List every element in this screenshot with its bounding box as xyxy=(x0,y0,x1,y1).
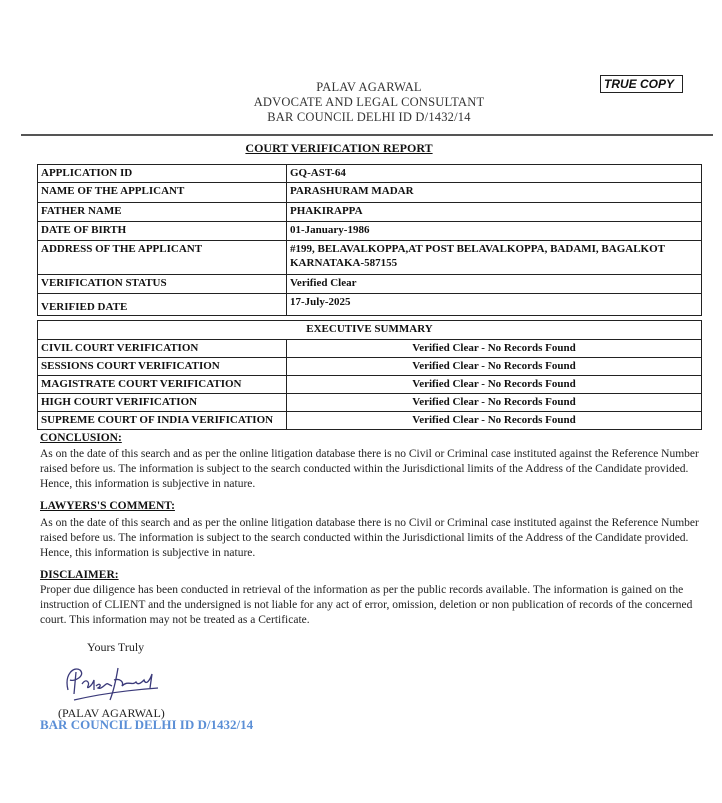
row-label: DATE OF BIRTH xyxy=(38,222,287,241)
row-label: VERIFICATION STATUS xyxy=(38,275,287,294)
signatory-bar-id: BAR COUNCIL DELHI ID D/1432/14 xyxy=(40,717,254,732)
table-row xyxy=(38,376,702,394)
row-value: PARASHURAM MADAR xyxy=(287,183,702,203)
lawyers-comment-text: As on the date of this search and as per the online litigation database there is no Civil or Criminal case instituted against the Reference Number raised before us. The information is subject to the search conducted within the Jurisdictional limits of the Address of the Candidate provided. Hence, this information is subjective in nature. xyxy=(40,517,699,560)
lawyers-comment-heading: LAWYERS'S COMMENT: xyxy=(40,500,175,512)
row-label: FATHER NAME xyxy=(38,203,287,222)
advocate-name: PALAV AGARWAL xyxy=(316,80,422,94)
row-label: APPLICATION ID xyxy=(38,165,287,183)
row-value: Verified Clear - No Records Found xyxy=(287,394,702,412)
row-value: Verified Clear xyxy=(287,275,702,294)
row-value: PHAKIRAPPA xyxy=(287,203,702,222)
row-value: 17-July-2025 xyxy=(287,294,702,316)
row-value: Verified Clear - No Records Found xyxy=(287,376,702,394)
row-label: VERIFIED DATE xyxy=(38,294,287,316)
row-label: SUPREME COURT OF INDIA VERIFICATION xyxy=(38,412,287,430)
row-value: Verified Clear - No Records Found xyxy=(287,412,702,430)
row-label: NAME OF THE APPLICANT xyxy=(38,183,287,203)
table-row xyxy=(38,203,702,222)
row-label: CIVIL COURT VERIFICATION xyxy=(38,340,287,358)
table-row xyxy=(38,412,702,430)
table-row xyxy=(38,275,702,294)
table-row xyxy=(38,294,702,316)
row-label: HIGH COURT VERIFICATION xyxy=(38,394,287,412)
row-value: 01-January-1986 xyxy=(287,222,702,241)
disclaimer-heading: DISCLAIMER: xyxy=(40,569,119,581)
summary-heading: EXECUTIVE SUMMARY xyxy=(38,321,702,340)
report-title: COURT VERIFICATION REPORT xyxy=(245,141,433,155)
signatory-name: (PALAV AGARWAL) xyxy=(58,706,165,720)
conclusion-heading: CONCLUSION: xyxy=(40,432,122,444)
executive-summary-table xyxy=(37,320,702,430)
row-value: Verified Clear - No Records Found xyxy=(287,358,702,376)
applicant-details-table xyxy=(37,164,702,316)
row-value: GQ-AST-64 xyxy=(287,165,702,183)
row-value: #199, BELAVALKOPPA,AT POST BELAVALKOPPA, BADAMI, BAGALKOT KARNATAKA-587155 xyxy=(287,241,702,275)
table-row xyxy=(38,222,702,241)
advocate-designation: ADVOCATE AND LEGAL CONSULTANT xyxy=(253,95,485,109)
header-divider xyxy=(21,134,713,136)
conclusion-text: As on the date of this search and as per the online litigation database there is no Civil or Criminal case instituted against the Reference Number raised before us. The information is subject to the search conducted within the Jurisdictional limits of the Address of the Candidate provided. Hence, this information is subjective in nature. xyxy=(40,448,699,491)
signature-image xyxy=(60,660,160,705)
row-label: SESSIONS COURT VERIFICATION xyxy=(38,358,287,376)
table-row xyxy=(38,340,702,358)
row-label: MAGISTRATE COURT VERIFICATION xyxy=(38,376,287,394)
table-row xyxy=(38,183,702,203)
table-row xyxy=(38,358,702,376)
table-row xyxy=(38,241,702,275)
table-row xyxy=(38,394,702,412)
disclaimer-text: Proper due diligence has been conducted in retrieval of the information as per the public records available. The information is gained on the instruction of CLIENT and the undersigned is not liable for any act of error, omission, deletion or non publication of records of the concerned court. This information may not be treated as a Certificate. xyxy=(40,584,693,627)
row-value: Verified Clear - No Records Found xyxy=(287,340,702,358)
closing: Yours Truly xyxy=(87,640,145,654)
table-row xyxy=(38,165,702,183)
advocate-bar-id: BAR COUNCIL DELHI ID D/1432/14 xyxy=(267,110,471,124)
row-label: ADDRESS OF THE APPLICANT xyxy=(38,241,287,275)
true-copy-stamp: TRUE COPY xyxy=(600,75,683,93)
